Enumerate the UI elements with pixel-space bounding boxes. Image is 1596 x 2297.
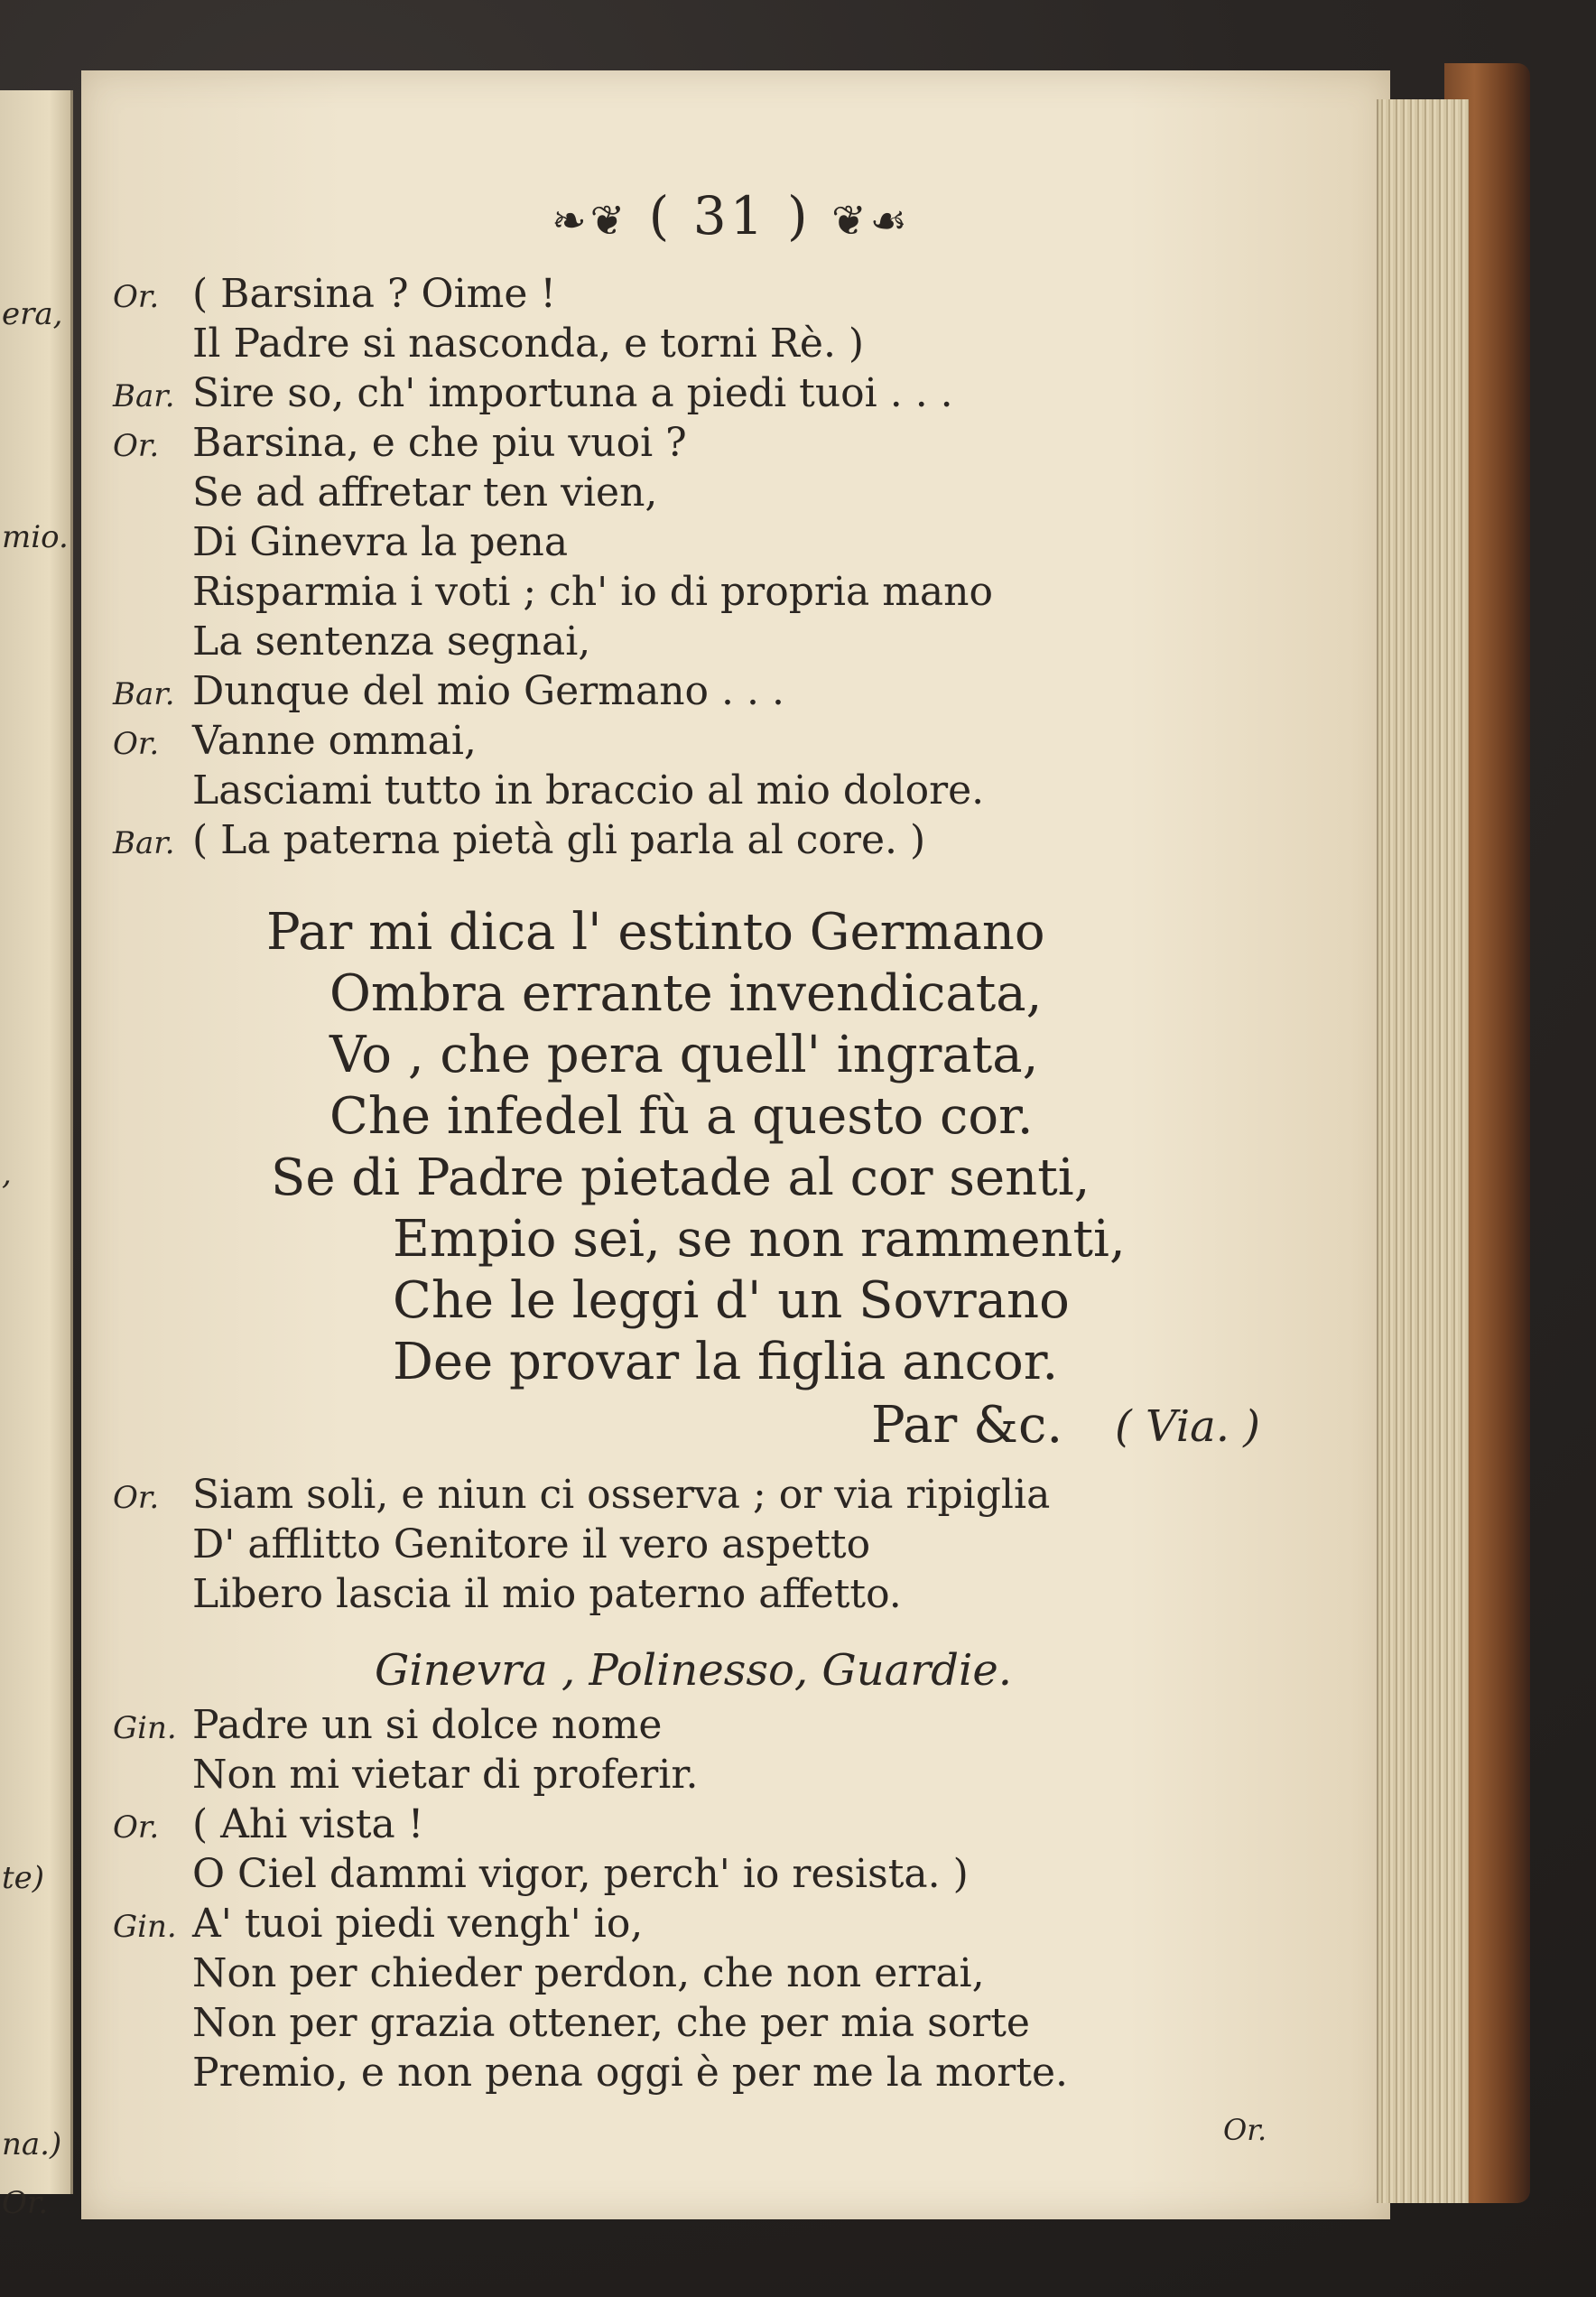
line-text: Risparmia i voti ; ch' io di propria mano	[192, 569, 993, 615]
dialogue-line	[113, 2000, 1030, 2046]
aria-end: Par &c.	[871, 1396, 1063, 1455]
dialogue-line	[113, 2050, 1068, 2096]
line-text: ( Barsina ? Oime !	[192, 271, 557, 317]
line-text: O Ciel dammi vigor, perch' io resista. )	[192, 1851, 969, 1897]
margin-fragment: mio.	[2, 519, 69, 555]
page-header: ❧❦ ( 31 ) ❦☙	[552, 185, 911, 246]
speaker-label: Gin.	[113, 1710, 177, 1746]
dialogue-line	[113, 767, 984, 814]
aria-line: Empio sei, se non rammenti,	[393, 1210, 1126, 1269]
line-text: Di Ginevra la pena	[192, 519, 569, 565]
dialogue-line	[113, 420, 687, 466]
line-text: ( La paterna pietà gli parla al core. )	[192, 817, 926, 863]
speaker-label: Or.	[113, 1809, 160, 1846]
line-text: Lasciami tutto in braccio al mio dolore.	[192, 767, 985, 814]
line-text: Premio, e non pena oggi è per me la morte.	[192, 2050, 1068, 2096]
margin-fragment: na.)	[2, 2126, 62, 2162]
speaker-label: Or.	[113, 279, 160, 315]
page-edges	[1377, 99, 1469, 2203]
aria-line: Che infedel fù a questo cor.	[329, 1087, 1034, 1146]
line-text: D' afflitto Genitore il vero aspetto	[192, 1521, 871, 1567]
dialogue-line	[113, 1752, 699, 1798]
line-text: ( Ahi vista !	[192, 1801, 424, 1847]
line-text: Padre un si dolce nome	[192, 1702, 663, 1748]
dialogue-line	[113, 1851, 969, 1897]
line-text: Non per chieder perdon, che non errai,	[192, 1950, 985, 1996]
line-text: Non mi vietar di proferir.	[192, 1752, 699, 1798]
dialogue-line	[113, 1571, 902, 1617]
page-number: 31	[692, 185, 767, 246]
aria-line: Che le leggi d' un Sovrano	[393, 1271, 1070, 1330]
dialogue-line	[113, 618, 590, 665]
margin-fragment: era,	[2, 296, 63, 332]
aria-line: Dee provar la figlia ancor.	[393, 1333, 1059, 1391]
dialogue-line	[113, 1801, 423, 1847]
catchword: Or.	[1223, 2113, 1267, 2147]
line-text: Siam soli, e niun ci osserva ; or via ripiglia	[192, 1472, 1051, 1518]
dialogue-line	[113, 1521, 870, 1567]
speaker-label: Gin.	[113, 1909, 177, 1945]
line-text: Vanne ommai,	[192, 718, 477, 764]
line-text: Sire so, ch' importuna a piedi tuoi . . .	[192, 370, 953, 416]
dialogue-line	[113, 321, 864, 367]
margin-fragment: ,	[2, 1156, 12, 1192]
aria-line: Ombra errante invendicata,	[329, 964, 1043, 1023]
ornament-left-icon: ❧❦	[552, 195, 629, 245]
aria-line: Se di Padre pietade al cor senti,	[271, 1148, 1090, 1207]
speaker-label: Bar.	[113, 378, 175, 414]
line-text: Il Padre si nasconda, e torni Rè. )	[192, 321, 865, 367]
dialogue-line	[113, 370, 953, 416]
dialogue-line	[113, 569, 993, 615]
margin-fragment: te)	[2, 1860, 45, 1896]
dialogue-line	[113, 470, 657, 516]
line-text: Non per grazia ottener, che per mia sorte	[192, 2000, 1030, 2046]
speaker-label: Or.	[113, 726, 160, 762]
margin-fragment: Or.	[2, 2185, 49, 2221]
dialogue-line	[113, 668, 784, 714]
speaker-label: Or.	[113, 428, 160, 464]
scene-heading: Ginevra , Polinesso, Guardie.	[375, 1645, 1012, 1696]
line-text: A' tuoi piedi vengh' io,	[192, 1901, 644, 1947]
line-text: La sentenza segnai,	[192, 618, 591, 665]
dialogue-line	[113, 718, 477, 764]
speaker-label: Bar.	[113, 676, 175, 712]
line-text: Se ad affretar ten vien,	[192, 470, 658, 516]
line-text: Barsina, e che piu vuoi ?	[192, 420, 687, 466]
line-text: Dunque del mio Germano . . .	[192, 668, 784, 714]
dialogue-line	[113, 271, 556, 317]
stage-direction: ( Via. )	[1115, 1401, 1261, 1452]
aria-line: Par mi dica l' estinto Germano	[266, 903, 1045, 962]
ornament-right-icon: ❦☙	[831, 195, 911, 245]
previous-page-edge	[0, 90, 73, 2221]
dialogue-line	[113, 1702, 662, 1748]
dialogue-line	[113, 817, 925, 863]
dialogue-line	[113, 1472, 1050, 1518]
speaker-label: Or.	[113, 1480, 160, 1516]
aria-line: Vo , che pera quell' ingrata,	[329, 1026, 1039, 1084]
dialogue-line	[113, 1901, 643, 1947]
dialogue-line	[113, 519, 568, 565]
speaker-label: Bar.	[113, 825, 175, 861]
line-text: Libero lascia il mio paterno affetto.	[192, 1571, 902, 1617]
dialogue-line	[113, 1950, 985, 1996]
